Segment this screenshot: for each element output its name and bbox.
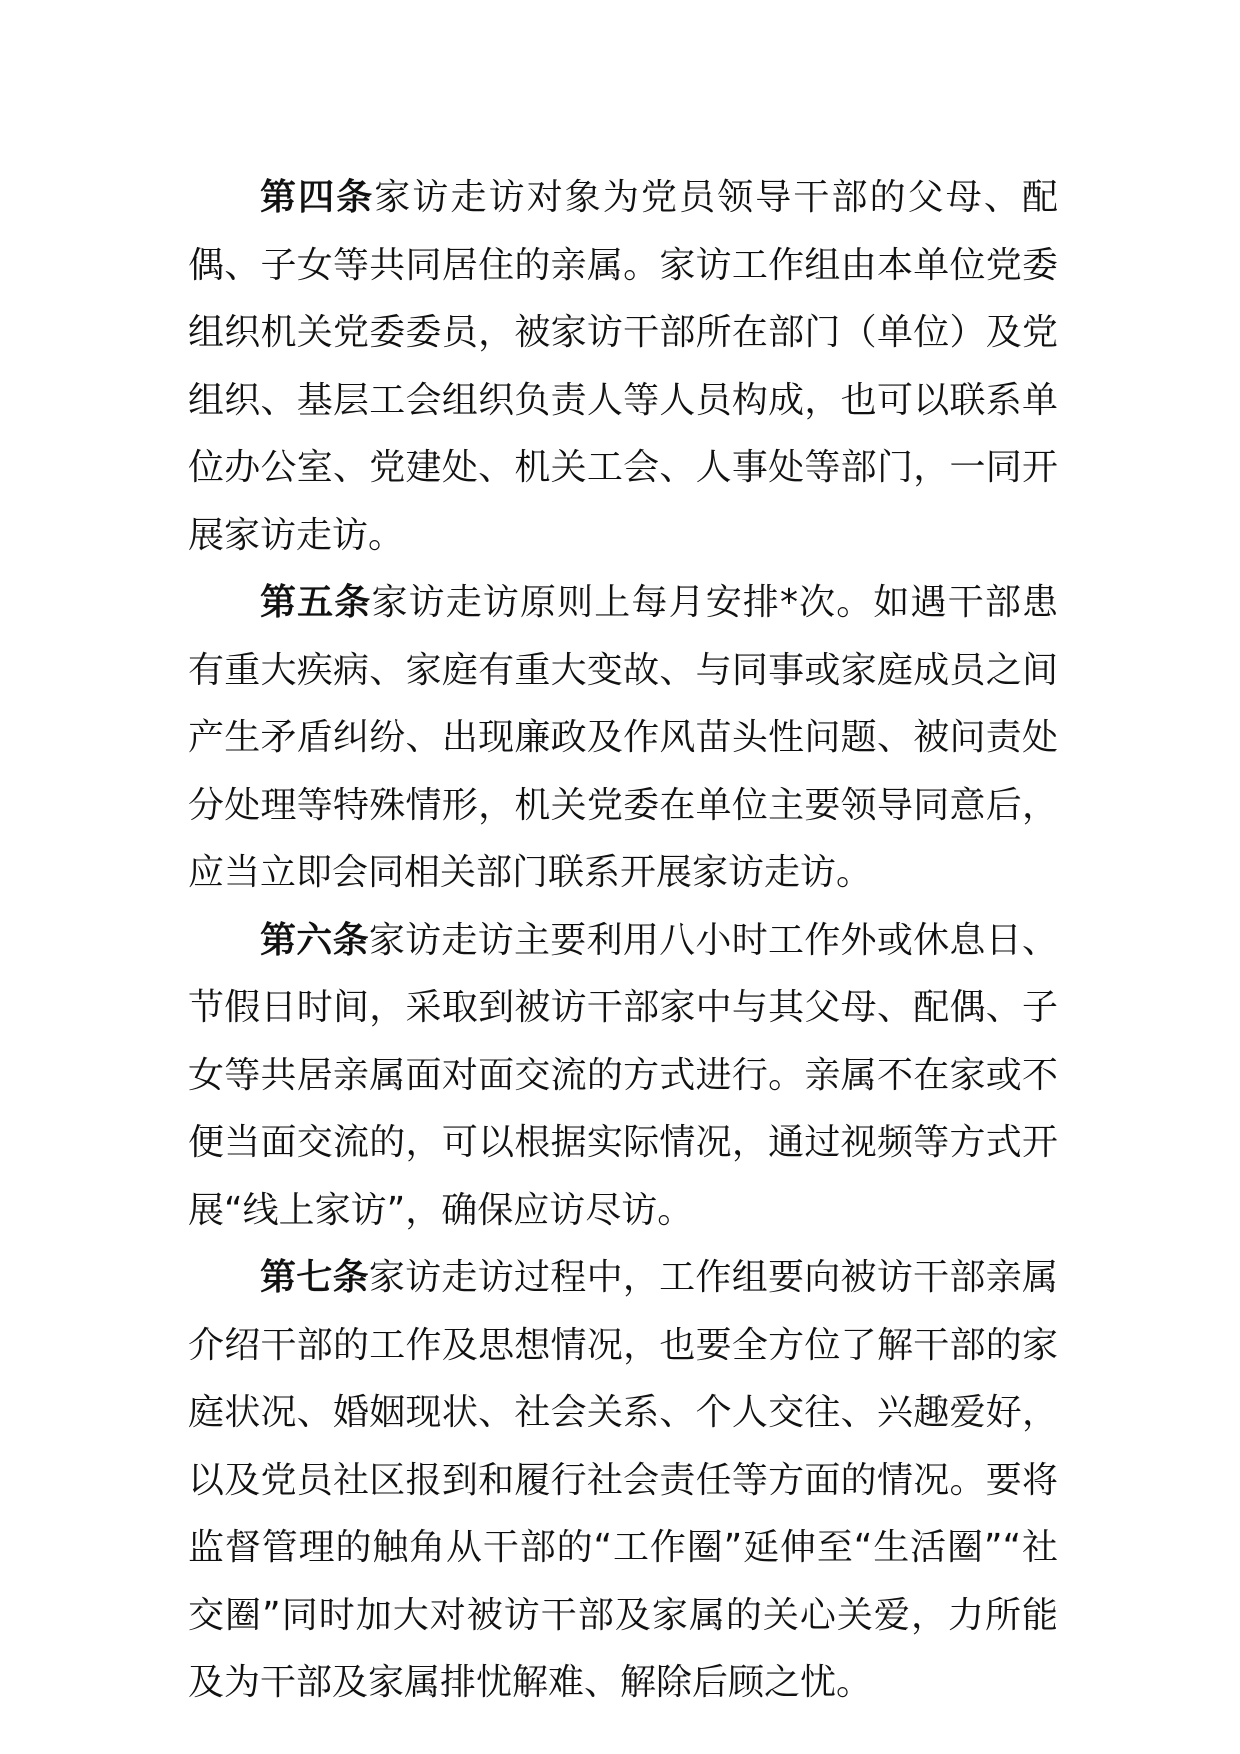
- article-body: 家访走访过程中，工作组要向被访干部亲属介绍干部的工作及思想情况，也要全方位了解干部的家庭状况、婚姻现状、社会关系、个人交往、兴趣爱好，以及党员社区报到和履行社会责任等方面的情况。要将监督管理的触角从干部的“工作圈”延伸至“生活圈”“社交圈”同时加大对被访干部及家属的关心关爱，力所能及为干部及家属排忧解难、解除后顾之忧。: [188, 1257, 1058, 1703]
- article-body: 家访走访主要利用八小时工作外或休息日、节假日时间，采取到被访干部家中与其父母、配偶、子女等共居亲属面对面交流的方式进行。亲属不在家或不便当面交流的，可以根据实际情况，通过视频等方式开展“线上家访”，确保应访尽访。: [188, 919, 1058, 1231]
- article-title: 第五条: [260, 582, 372, 623]
- article-title: 第四条: [260, 177, 375, 218]
- article-5: [188, 569, 1058, 907]
- article-title: 第七条: [260, 1257, 369, 1298]
- article-body: 家访走访对象为党员领导干部的父母、配偶、子女等共同居住的亲属。家访工作组由本单位党委组织机关党委委员，被家访干部所在部门（单位）及党组织、基层工会组织负责人等人员构成，也可以联系单位办公室、党建处、机关工会、人事处等部门，一同开展家访走访。: [188, 177, 1058, 556]
- document-body: [188, 164, 1058, 1717]
- article-6: [188, 907, 1058, 1245]
- article-body: 家访走访原则上每月安排*次。如遇干部患有重大疾病、家庭有重大变故、与同事或家庭成员之间产生矛盾纠纷、出现廉政及作风苗头性问题、被问责处分处理等特殊情形，机关党委在单位主要领导同意后，应当立即会同相关部门联系开展家访走访。: [188, 582, 1058, 893]
- article-title: 第六条: [260, 919, 369, 961]
- article-7: [188, 1244, 1058, 1717]
- article-4: [188, 164, 1058, 569]
